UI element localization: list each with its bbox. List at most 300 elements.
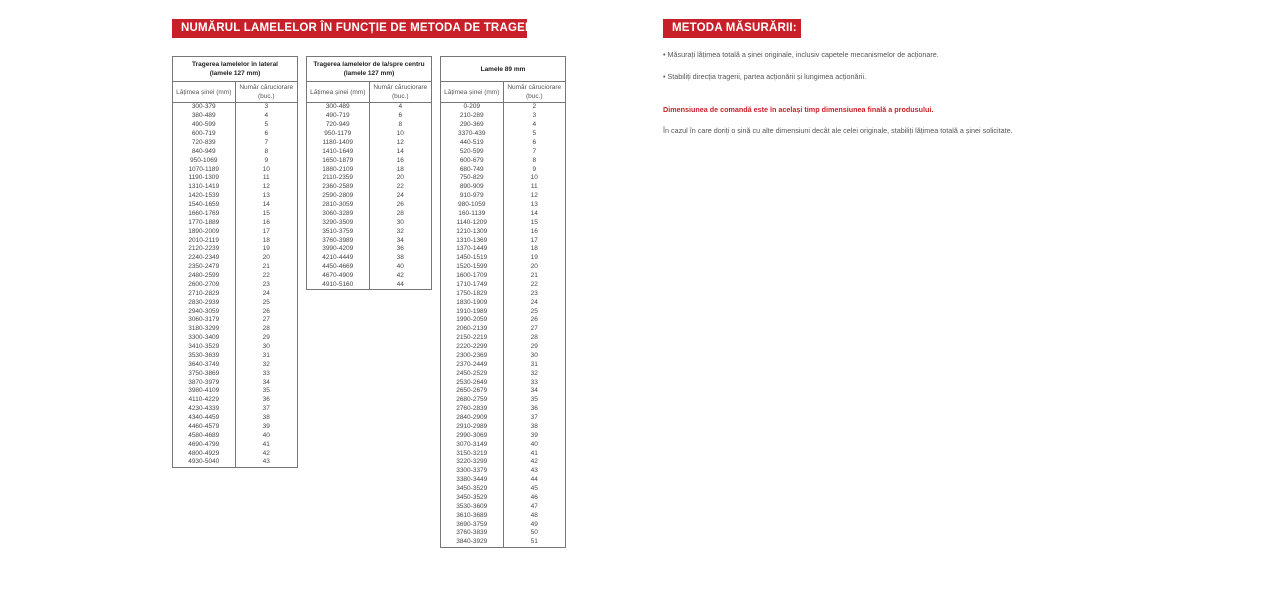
- carrier-count-cell: 8: [503, 156, 566, 165]
- carrier-count-cell: 34: [369, 236, 432, 245]
- rail-width-cell: 1750-1829: [441, 289, 504, 298]
- rail-width-cell: 4690-4799: [173, 440, 236, 449]
- rail-width-cell: 1910-1989: [441, 307, 504, 316]
- table-title: [307, 57, 432, 82]
- table-row: [173, 245, 298, 254]
- table-row: [441, 449, 566, 458]
- rail-width-cell: 1190-1309: [173, 174, 236, 183]
- carrier-count-cell: 32: [503, 369, 566, 378]
- table-row: [307, 130, 432, 139]
- table-row: [441, 334, 566, 343]
- rail-width-cell: 720-839: [173, 139, 236, 148]
- table-row: [307, 147, 432, 156]
- table-row: [441, 298, 566, 307]
- carrier-count-cell: 16: [503, 227, 566, 236]
- rail-width-cell: 3840-3929: [441, 538, 504, 547]
- table-row: [441, 281, 566, 290]
- carrier-count-cell: 32: [235, 360, 298, 369]
- carrier-count-cell: 22: [503, 281, 566, 290]
- carrier-count-cell: 20: [503, 263, 566, 272]
- table-row: [173, 103, 298, 112]
- table-row: [441, 485, 566, 494]
- table-row: [441, 227, 566, 236]
- carrier-count-cell: 45: [503, 485, 566, 494]
- table-title: [173, 57, 298, 82]
- rail-width-cell: 4230-4339: [173, 405, 236, 414]
- table-row: [441, 147, 566, 156]
- table-row: [307, 156, 432, 165]
- carrier-count-cell: 35: [235, 387, 298, 396]
- rail-width-cell: 1140-1209: [441, 218, 504, 227]
- rail-width-cell: 3180-3299: [173, 325, 236, 334]
- table-row: [441, 369, 566, 378]
- carrier-count-cell: 31: [235, 352, 298, 361]
- rail-width-cell: 3410-3529: [173, 343, 236, 352]
- table-row: [307, 254, 432, 263]
- rail-width-cell: 950-1069: [173, 156, 236, 165]
- carrier-count-cell: 37: [235, 405, 298, 414]
- carrier-count-cell: 10: [369, 130, 432, 139]
- rail-width-cell: 4670-4909: [307, 272, 370, 281]
- carrier-count-cell: 35: [503, 396, 566, 405]
- carrier-count-cell: 26: [503, 316, 566, 325]
- table-row: [441, 405, 566, 414]
- order-size-note: Dimensiunea de comandă este în același timp dimensiunea finală a produsului.: [663, 105, 934, 114]
- carrier-count-cell: 40: [235, 431, 298, 440]
- carrier-count-cell: 4: [503, 121, 566, 130]
- carrier-count-cell: 36: [503, 405, 566, 414]
- rail-width-cell: 210-289: [441, 112, 504, 121]
- table-row: [307, 174, 432, 183]
- carrier-count-cell: 2: [503, 103, 566, 112]
- table-row: [441, 210, 566, 219]
- rail-width-cell: 840-949: [173, 147, 236, 156]
- rail-width-cell: 490-719: [307, 112, 370, 121]
- carrier-count-cell: 33: [503, 378, 566, 387]
- rail-width-cell: 2120-2239: [173, 245, 236, 254]
- table-row: [307, 210, 432, 219]
- table-row: [173, 414, 298, 423]
- rail-width-cell: 3870-3979: [173, 378, 236, 387]
- table-row: [173, 156, 298, 165]
- rail-width-cell: 2300-2369: [441, 352, 504, 361]
- table-row: [307, 112, 432, 121]
- table-row: [441, 494, 566, 503]
- rail-width-cell: 2350-2479: [173, 263, 236, 272]
- table-row: [441, 423, 566, 432]
- rail-width-cell: 2840-2909: [441, 414, 504, 423]
- carrier-count-cell: 50: [503, 529, 566, 538]
- table-row: [307, 218, 432, 227]
- carrier-count-cell: 30: [235, 343, 298, 352]
- table-row: [173, 325, 298, 334]
- section-heading-slat-count: NUMĂRUL LAMELELOR ÎN FUNCȚIE DE METODA DE TRAGERE: [172, 19, 527, 38]
- carrier-count-cell: 47: [503, 502, 566, 511]
- carrier-count-cell: 40: [503, 440, 566, 449]
- rail-width-cell: 3990-4209: [307, 245, 370, 254]
- carrier-count-cell: 28: [235, 325, 298, 334]
- rail-width-cell: 2010-2119: [173, 236, 236, 245]
- carrier-count-cell: 39: [235, 423, 298, 432]
- carrier-count-cell: 34: [503, 387, 566, 396]
- table-row: [173, 369, 298, 378]
- rail-width-cell: 2600-2709: [173, 281, 236, 290]
- carrier-count-cell: 36: [235, 396, 298, 405]
- table-row: [173, 201, 298, 210]
- table-row: [441, 174, 566, 183]
- rail-width-cell: 3290-3509: [307, 218, 370, 227]
- table-row: [173, 352, 298, 361]
- rail-width-cell: 1600-1709: [441, 272, 504, 281]
- table-row: [441, 520, 566, 529]
- instruction-bullet: • Măsurați lățimea totală a șinei originale, inclusiv capetele mecanismelor de acționare.: [663, 50, 939, 59]
- carrier-count-cell: 4: [235, 112, 298, 121]
- carrier-count-cell: 26: [235, 307, 298, 316]
- table-row: [441, 511, 566, 520]
- rail-width-cell: 1180-1409: [307, 139, 370, 148]
- rail-width-cell: 4340-4459: [173, 414, 236, 423]
- rail-width-cell: 4800-4929: [173, 449, 236, 458]
- table-row: [441, 165, 566, 174]
- rail-width-cell: 1070-1189: [173, 165, 236, 174]
- table-row: [441, 352, 566, 361]
- rail-width-cell: 3060-3289: [307, 210, 370, 219]
- rail-width-cell: 1540-1659: [173, 201, 236, 210]
- rail-width-cell: 890-909: [441, 183, 504, 192]
- rail-width-cell: 2110-2359: [307, 174, 370, 183]
- column-header-carrier-count: Număr căruciorare (buc.): [503, 82, 566, 103]
- column-header-rail-width: Lățimea șinei (mm): [307, 82, 370, 103]
- carrier-count-cell: 23: [235, 281, 298, 290]
- carrier-count-cell: 7: [235, 139, 298, 148]
- table-row: [441, 201, 566, 210]
- table-row: [307, 139, 432, 148]
- carrier-count-cell: 14: [369, 147, 432, 156]
- carrier-count-cell: 41: [503, 449, 566, 458]
- carrier-count-cell: 18: [503, 245, 566, 254]
- rail-width-cell: 3450-3529: [441, 485, 504, 494]
- table-row: [173, 289, 298, 298]
- table-row: [173, 130, 298, 139]
- table-row: [307, 245, 432, 254]
- carrier-count-cell: 9: [235, 156, 298, 165]
- rail-width-cell: 2370-2449: [441, 360, 504, 369]
- table-row: [173, 174, 298, 183]
- rail-width-cell: 3450-3529: [441, 494, 504, 503]
- carrier-count-cell: 49: [503, 520, 566, 529]
- instruction-bullet: • Stabiliți direcția tragerii, partea acționării și lungimea acționării.: [663, 72, 867, 81]
- table-row: [307, 201, 432, 210]
- rail-width-cell: 3300-3379: [441, 467, 504, 476]
- rail-width-cell: 3380-3449: [441, 476, 504, 485]
- carrier-count-cell: 43: [503, 467, 566, 476]
- rail-width-cell: 600-679: [441, 156, 504, 165]
- carrier-count-cell: 42: [235, 449, 298, 458]
- rail-width-cell: 750-829: [441, 174, 504, 183]
- rail-width-cell: 4450-4669: [307, 263, 370, 272]
- rail-width-cell: 490-599: [173, 121, 236, 130]
- rail-width-cell: 1990-2059: [441, 316, 504, 325]
- table-row: [173, 449, 298, 458]
- rail-width-cell: 380-489: [173, 112, 236, 121]
- carrier-count-cell: 19: [235, 245, 298, 254]
- rail-width-cell: 680-749: [441, 165, 504, 174]
- table-row: [307, 103, 432, 112]
- rail-width-cell: 1830-1909: [441, 298, 504, 307]
- table-row: [441, 529, 566, 538]
- table-row: [307, 192, 432, 201]
- carrier-count-cell: 24: [235, 289, 298, 298]
- table-row: [307, 183, 432, 192]
- table-row: [307, 263, 432, 272]
- carrier-count-cell: 28: [369, 210, 432, 219]
- table-row: [173, 147, 298, 156]
- carrier-count-cell: 37: [503, 414, 566, 423]
- rail-width-cell: 4910-5160: [307, 281, 370, 290]
- carrier-count-cell: 30: [503, 352, 566, 361]
- rail-width-cell: 4930-5040: [173, 458, 236, 467]
- rail-width-cell: 910-979: [441, 192, 504, 201]
- table-row: [441, 121, 566, 130]
- carrier-count-cell: 25: [503, 307, 566, 316]
- rail-width-cell: 4210-4449: [307, 254, 370, 263]
- rail-width-cell: 4460-4579: [173, 423, 236, 432]
- table-row: [441, 378, 566, 387]
- table-title-line: (lamele 127 mm): [343, 70, 395, 77]
- table-row: [173, 112, 298, 121]
- rail-width-cell: 2760-2839: [441, 405, 504, 414]
- rail-width-cell: 2220-2299: [441, 343, 504, 352]
- rail-width-cell: 3690-3759: [441, 520, 504, 529]
- rail-width-cell: 2450-2529: [441, 369, 504, 378]
- carrier-count-cell: 16: [369, 156, 432, 165]
- rail-width-cell: 1770-1889: [173, 218, 236, 227]
- section-heading-measurement-method: METODA MĂSURĂRII:: [663, 19, 801, 38]
- table-title-line: (lamele 127 mm): [209, 70, 261, 77]
- table-row: [173, 192, 298, 201]
- column-header-rail-width: Lățimea șinei (mm): [173, 82, 236, 103]
- carrier-count-cell: 36: [369, 245, 432, 254]
- table-row: [173, 431, 298, 440]
- rail-width-cell: 1890-2009: [173, 227, 236, 236]
- rail-width-cell: 160-1139: [441, 210, 504, 219]
- carrier-count-cell: 13: [235, 192, 298, 201]
- rail-width-cell: 440-519: [441, 139, 504, 148]
- carrier-count-cell: 43: [235, 458, 298, 467]
- rail-width-cell: 300-379: [173, 103, 236, 112]
- carrier-count-cell: 33: [235, 369, 298, 378]
- carrier-count-cell: 10: [503, 174, 566, 183]
- table-row: [441, 307, 566, 316]
- table-row: [441, 236, 566, 245]
- rail-width-cell: 1660-1769: [173, 210, 236, 219]
- table-row: [173, 378, 298, 387]
- carrier-count-cell: 40: [369, 263, 432, 272]
- table-row: [441, 183, 566, 192]
- table-row: [441, 192, 566, 201]
- carrier-count-cell: 51: [503, 538, 566, 547]
- rail-width-cell: 4580-4689: [173, 431, 236, 440]
- table-row: [441, 139, 566, 148]
- rail-width-cell: 3640-3749: [173, 360, 236, 369]
- table-row: [441, 245, 566, 254]
- rail-width-cell: 290-369: [441, 121, 504, 130]
- carrier-count-cell: 34: [235, 378, 298, 387]
- table-row: [173, 405, 298, 414]
- rail-width-cell: 1310-1369: [441, 236, 504, 245]
- carrier-count-cell: 38: [235, 414, 298, 423]
- carrier-count-cell: 48: [503, 511, 566, 520]
- rail-width-cell: 2910-2989: [441, 423, 504, 432]
- rail-width-cell: 2060-2139: [441, 325, 504, 334]
- table-row: [441, 254, 566, 263]
- carrier-count-cell: 42: [503, 458, 566, 467]
- table-row: [173, 121, 298, 130]
- carrier-count-cell: 23: [503, 289, 566, 298]
- carrier-count-cell: 39: [503, 431, 566, 440]
- carrier-count-cell: 21: [503, 272, 566, 281]
- carrier-count-cell: 31: [503, 360, 566, 369]
- rail-width-cell: 3530-3609: [441, 502, 504, 511]
- table-row: [173, 334, 298, 343]
- table-row: [307, 121, 432, 130]
- carrier-count-cell: 38: [369, 254, 432, 263]
- carrier-count-cell: 13: [503, 201, 566, 210]
- table-row: [173, 440, 298, 449]
- table-row: [441, 502, 566, 511]
- carrier-count-cell: 24: [503, 298, 566, 307]
- table-row: [173, 396, 298, 405]
- table-row: [173, 210, 298, 219]
- carrier-count-cell: 18: [369, 165, 432, 174]
- table-row: [441, 458, 566, 467]
- table-row: [307, 236, 432, 245]
- rail-width-cell: 3060-3179: [173, 316, 236, 325]
- table-row: [441, 476, 566, 485]
- table-row: [441, 538, 566, 547]
- table-row: [173, 263, 298, 272]
- rail-width-cell: 1210-1309: [441, 227, 504, 236]
- rail-width-cell: 2990-3069: [441, 431, 504, 440]
- table-89mm-slats: [440, 56, 566, 548]
- table-row: [441, 325, 566, 334]
- carrier-count-cell: 29: [503, 343, 566, 352]
- carrier-count-cell: 6: [369, 112, 432, 121]
- table-row: [173, 218, 298, 227]
- rail-width-cell: 3150-3219: [441, 449, 504, 458]
- rail-width-cell: 2710-2829: [173, 289, 236, 298]
- table-row: [441, 263, 566, 272]
- rail-width-cell: 2240-2349: [173, 254, 236, 263]
- table-row: [307, 281, 432, 290]
- table-row: [173, 281, 298, 290]
- rail-width-cell: 720-949: [307, 121, 370, 130]
- rail-width-cell: 3760-3839: [441, 529, 504, 538]
- table-row: [441, 414, 566, 423]
- carrier-count-cell: 7: [503, 147, 566, 156]
- rail-width-cell: 3760-3989: [307, 236, 370, 245]
- rail-width-cell: 1880-2109: [307, 165, 370, 174]
- rail-width-cell: 1310-1419: [173, 183, 236, 192]
- table-title-line: Tragerea lamelelor în lateral: [192, 61, 278, 68]
- table-center-draw: [306, 56, 432, 290]
- column-header-carrier-count: Număr căruciorare (buc.): [369, 82, 432, 103]
- carrier-count-cell: 3: [235, 103, 298, 112]
- column-header-carrier-count: Număr căruciorare (buc.): [235, 82, 298, 103]
- carrier-count-cell: 6: [235, 130, 298, 139]
- table-row: [441, 343, 566, 352]
- rail-width-cell: 1420-1539: [173, 192, 236, 201]
- custom-size-paragraph: În cazul în care doriți o șină cu alte dimensiuni decât ale celei originale, stabiliți lățimea totală a șinei solicitate.: [663, 126, 1013, 135]
- carrier-count-cell: 20: [369, 174, 432, 183]
- rail-width-cell: 300-489: [307, 103, 370, 112]
- carrier-count-cell: 12: [503, 192, 566, 201]
- rail-width-cell: 1520-1599: [441, 263, 504, 272]
- rail-width-cell: 1710-1749: [441, 281, 504, 290]
- table-title: Lamele 89 mm: [441, 57, 566, 82]
- table-row: [307, 165, 432, 174]
- table-row: [173, 360, 298, 369]
- table-row: [173, 236, 298, 245]
- carrier-count-cell: 18: [235, 236, 298, 245]
- carrier-count-cell: 26: [369, 201, 432, 210]
- rail-width-cell: 520-599: [441, 147, 504, 156]
- rail-width-cell: 2940-3059: [173, 307, 236, 316]
- carrier-count-cell: 30: [369, 218, 432, 227]
- carrier-count-cell: 10: [235, 165, 298, 174]
- carrier-count-cell: 38: [503, 423, 566, 432]
- rail-width-cell: 1450-1519: [441, 254, 504, 263]
- carrier-count-cell: 14: [503, 210, 566, 219]
- table-row: [441, 440, 566, 449]
- carrier-count-cell: 42: [369, 272, 432, 281]
- carrier-count-cell: 28: [503, 334, 566, 343]
- table-row: [173, 458, 298, 467]
- table-row: [441, 396, 566, 405]
- table-row: [441, 103, 566, 112]
- carrier-count-cell: 16: [235, 218, 298, 227]
- table-row: [441, 467, 566, 476]
- rail-width-cell: 3510-3759: [307, 227, 370, 236]
- rail-width-cell: 980-1059: [441, 201, 504, 210]
- rail-width-cell: 950-1179: [307, 130, 370, 139]
- table-row: [441, 431, 566, 440]
- table-row: [173, 227, 298, 236]
- rail-width-cell: 3610-3689: [441, 511, 504, 520]
- rail-width-cell: 3530-3639: [173, 352, 236, 361]
- table-row: [173, 343, 298, 352]
- carrier-count-cell: 12: [235, 183, 298, 192]
- table-row: [441, 156, 566, 165]
- table-title-line: Tragerea lamelelor de la/spre centru: [313, 61, 425, 68]
- carrier-count-cell: 25: [235, 298, 298, 307]
- rail-width-cell: 4110-4229: [173, 396, 236, 405]
- rail-width-cell: 0-209: [441, 103, 504, 112]
- carrier-count-cell: 6: [503, 139, 566, 148]
- rail-width-cell: 3980-4109: [173, 387, 236, 396]
- table-row: [441, 289, 566, 298]
- carrier-count-cell: 11: [235, 174, 298, 183]
- carrier-count-cell: 22: [369, 183, 432, 192]
- carrier-count-cell: 44: [369, 281, 432, 290]
- table-row: [307, 272, 432, 281]
- carrier-count-cell: 20: [235, 254, 298, 263]
- rail-width-cell: 2530-2649: [441, 378, 504, 387]
- rail-width-cell: 3220-3299: [441, 458, 504, 467]
- carrier-count-cell: 8: [369, 121, 432, 130]
- carrier-count-cell: 22: [235, 272, 298, 281]
- rail-width-cell: 600-719: [173, 130, 236, 139]
